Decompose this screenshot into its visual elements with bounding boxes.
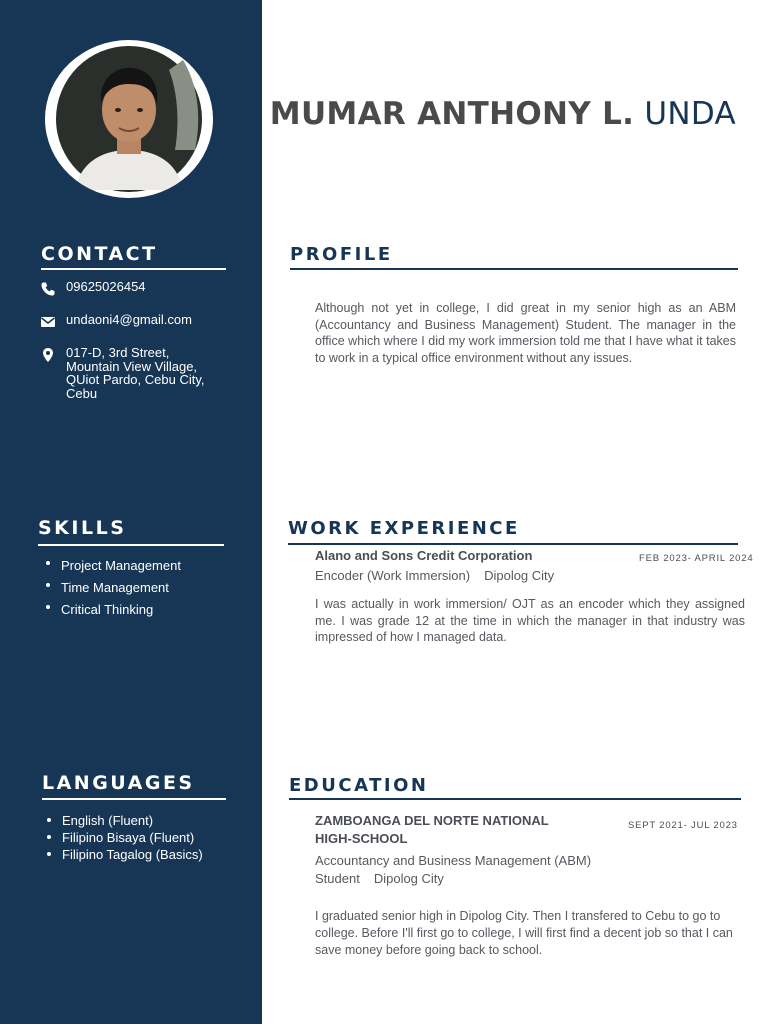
phone-number[interactable]: 09625026454	[66, 279, 146, 294]
contact-heading: CONTACT	[41, 243, 158, 265]
skill-item: Project Management	[46, 555, 181, 577]
contact-phone	[40, 280, 146, 297]
education-dates: SEPT 2021- JUL 2023	[628, 820, 738, 831]
school-line: ZAMBOANGA DEL NORTE NATIONAL	[315, 813, 549, 828]
email-address[interactable]: undaoni4@gmail.com	[66, 312, 192, 327]
work-heading: WORK EXPERIENCE	[288, 518, 520, 539]
work-company: Alano and Sons Credit Corporation	[315, 548, 533, 563]
skill-item: Time Management	[46, 577, 181, 599]
profile-divider	[290, 268, 738, 270]
language-item: English (Fluent)	[47, 812, 203, 829]
address-text	[66, 346, 204, 400]
education-description: I graduated senior high in Dipolog City. Then I transfered to Cebu to go to college. Before I'll first go to college, I will first find a decent job so that I can save money before going back to school.	[315, 909, 733, 957]
work-description: I was actually in work immersion/ OJT as an encoder which they assigned me. I was grade 12 at the time in which the manager in that industry was impressed of how I managed data.	[315, 597, 745, 644]
name-last: UNDA	[644, 96, 736, 132]
work-role: Encoder (Work Immersion)	[315, 568, 471, 583]
education-divider	[289, 798, 741, 800]
language-item: Filipino Tagalog (Basics)	[47, 846, 203, 863]
phone-icon	[40, 281, 56, 297]
address-line: Cebu	[66, 385, 98, 401]
work-location: Dipolog City	[484, 568, 555, 583]
skills-heading: SKILLS	[38, 517, 127, 539]
candidate-name	[270, 96, 736, 132]
language-item: Filipino Bisaya (Fluent)	[47, 829, 203, 846]
profile-photo-image	[45, 40, 213, 198]
languages-list	[47, 812, 203, 863]
address-line: Mountain View Village,	[66, 358, 198, 374]
education-role: Student	[315, 871, 360, 886]
school-line: HIGH-SCHOOL	[315, 831, 408, 846]
envelope-icon	[40, 314, 56, 330]
profile-text: Although not yet in college, I did great in my senior high as an ABM (Accountancy and Business Management) Student. The manager in the office which where I did my work immersion told me that I have what it takes to work in a typical office environment without any issues.	[315, 301, 736, 365]
skills-divider	[38, 544, 224, 546]
work-dates: FEB 2023- APRIL 2024	[639, 553, 754, 564]
address-line: QUiot Pardo, Cebu City,	[66, 372, 205, 387]
work-subtitle	[315, 568, 554, 583]
location-pin-icon	[40, 347, 56, 363]
skill-item: Critical Thinking	[46, 599, 181, 621]
education-heading: EDUCATION	[289, 775, 429, 796]
education-program: Accountancy and Business Management (ABM)	[315, 853, 592, 868]
contact-address	[40, 346, 204, 400]
profile-heading: PROFILE	[290, 244, 393, 265]
name-first: MUMAR ANTHONY L.	[269, 96, 635, 132]
contact-divider	[41, 268, 226, 270]
profile-photo	[45, 40, 213, 198]
contact-email	[40, 313, 192, 330]
skills-list	[46, 555, 181, 621]
address-line: 017-D, 3rd Street,	[66, 345, 170, 360]
work-divider	[288, 543, 738, 545]
languages-divider	[42, 798, 226, 800]
languages-heading: LANGUAGES	[42, 772, 195, 794]
education-location: Dipolog City	[373, 871, 444, 886]
education-subtitle	[315, 870, 444, 888]
education-school	[315, 812, 565, 848]
